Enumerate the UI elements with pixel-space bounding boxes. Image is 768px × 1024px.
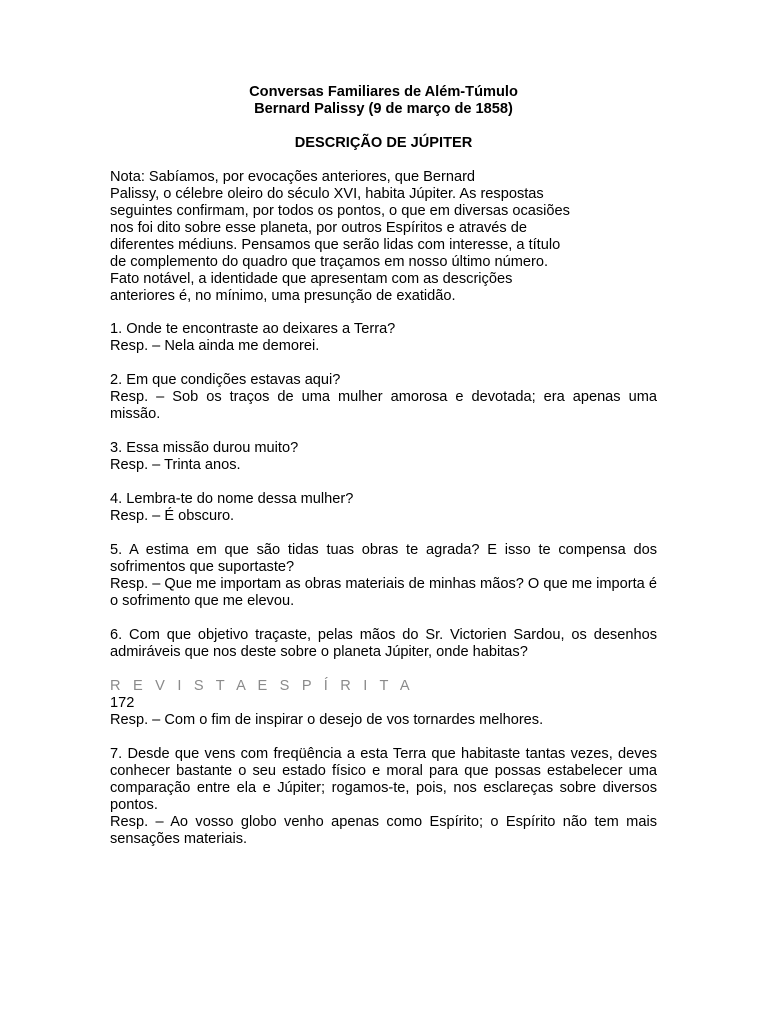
answer: Resp. – Ao vosso globo venho apenas como Espírito; o Espírito não tem mais sensações materiais. — [110, 814, 657, 847]
question: 5. A estima em que são tidas tuas obras te agrada? E isso te compensa dos sofrimentos que suportaste? — [110, 542, 657, 575]
running-head: R E V I S T A E S P Í R I T A — [110, 678, 414, 694]
qa-item-4 — [110, 491, 657, 525]
qa-item-6 — [110, 627, 657, 661]
note-line: Fato notável, a identidade que apresentam com as descrições — [110, 271, 513, 287]
note-line: nos foi dito sobre esse planeta, por outros Espíritos e através de — [110, 220, 527, 236]
answer: Resp. – É obscuro. — [110, 508, 235, 524]
note-line: Nota: Sabíamos, por evocações anteriores, que Bernard — [110, 169, 476, 185]
question: 1. Onde te encontraste ao deixares a Terra? — [110, 321, 396, 337]
qa-item-7 — [110, 746, 657, 848]
answer-6: Resp. – Com o fim de inspirar o desejo de vos tornardes melhores. — [110, 712, 544, 728]
answer: Resp. – Sob os traços de uma mulher amorosa e devotada; era apenas uma missão. — [110, 389, 657, 422]
answer: Resp. – Trinta anos. — [110, 457, 241, 473]
question: 2. Em que condições estavas aqui? — [110, 372, 341, 388]
question: 3. Essa missão durou muito? — [110, 440, 299, 456]
qa-item-5 — [110, 542, 657, 610]
note-line: diferentes médiuns. Pensamos que serão lidas com interesse, a título — [110, 237, 561, 253]
qa-item-2 — [110, 372, 657, 423]
page-number: 172 — [110, 695, 135, 711]
title-line-2: Bernard Palissy (9 de março de 1858) — [254, 101, 513, 117]
answer: Resp. – Nela ainda me demorei. — [110, 338, 320, 354]
question: 7. Desde que vens com freqüência a esta Terra que habitaste tantas vezes, deves conhecer bastante o seu estado físico e moral para que possas estabelecer uma comparação entre ela e Júpiter; rogamos-te, pois, nos esclareças sobre diversos pontos. — [110, 746, 657, 813]
document-page — [110, 84, 657, 848]
note-line: seguintes confirmam, por todos os pontos, o que em diversas ocasiões — [110, 203, 570, 219]
question: 6. Com que objetivo traçaste, pelas mãos do Sr. Victorien Sardou, os desenhos admiráveis que nos deste sobre o planeta Júpiter, onde habitas? — [110, 627, 657, 660]
answer: Resp. – Que me importam as obras materiais de minhas mãos? O que me importa é o sofrimento que me elevou. — [110, 576, 657, 609]
qa-item-3 — [110, 440, 657, 474]
question: 4. Lembra-te do nome dessa mulher? — [110, 491, 354, 507]
note-line: anteriores é, no mínimo, uma presunção de exatidão. — [110, 288, 456, 304]
document-title — [110, 84, 657, 118]
editor-note — [110, 169, 657, 305]
section-heading: DESCRIÇÃO DE JÚPITER — [294, 135, 473, 151]
note-line: de complemento do quadro que traçamos em nosso último número. — [110, 254, 549, 270]
note-line: Palissy, o célebre oleiro do século XVI, habita Júpiter. As respostas — [110, 186, 544, 202]
qa-item-1 — [110, 321, 657, 355]
title-line-1: Conversas Familiares de Além-Túmulo — [249, 84, 518, 100]
